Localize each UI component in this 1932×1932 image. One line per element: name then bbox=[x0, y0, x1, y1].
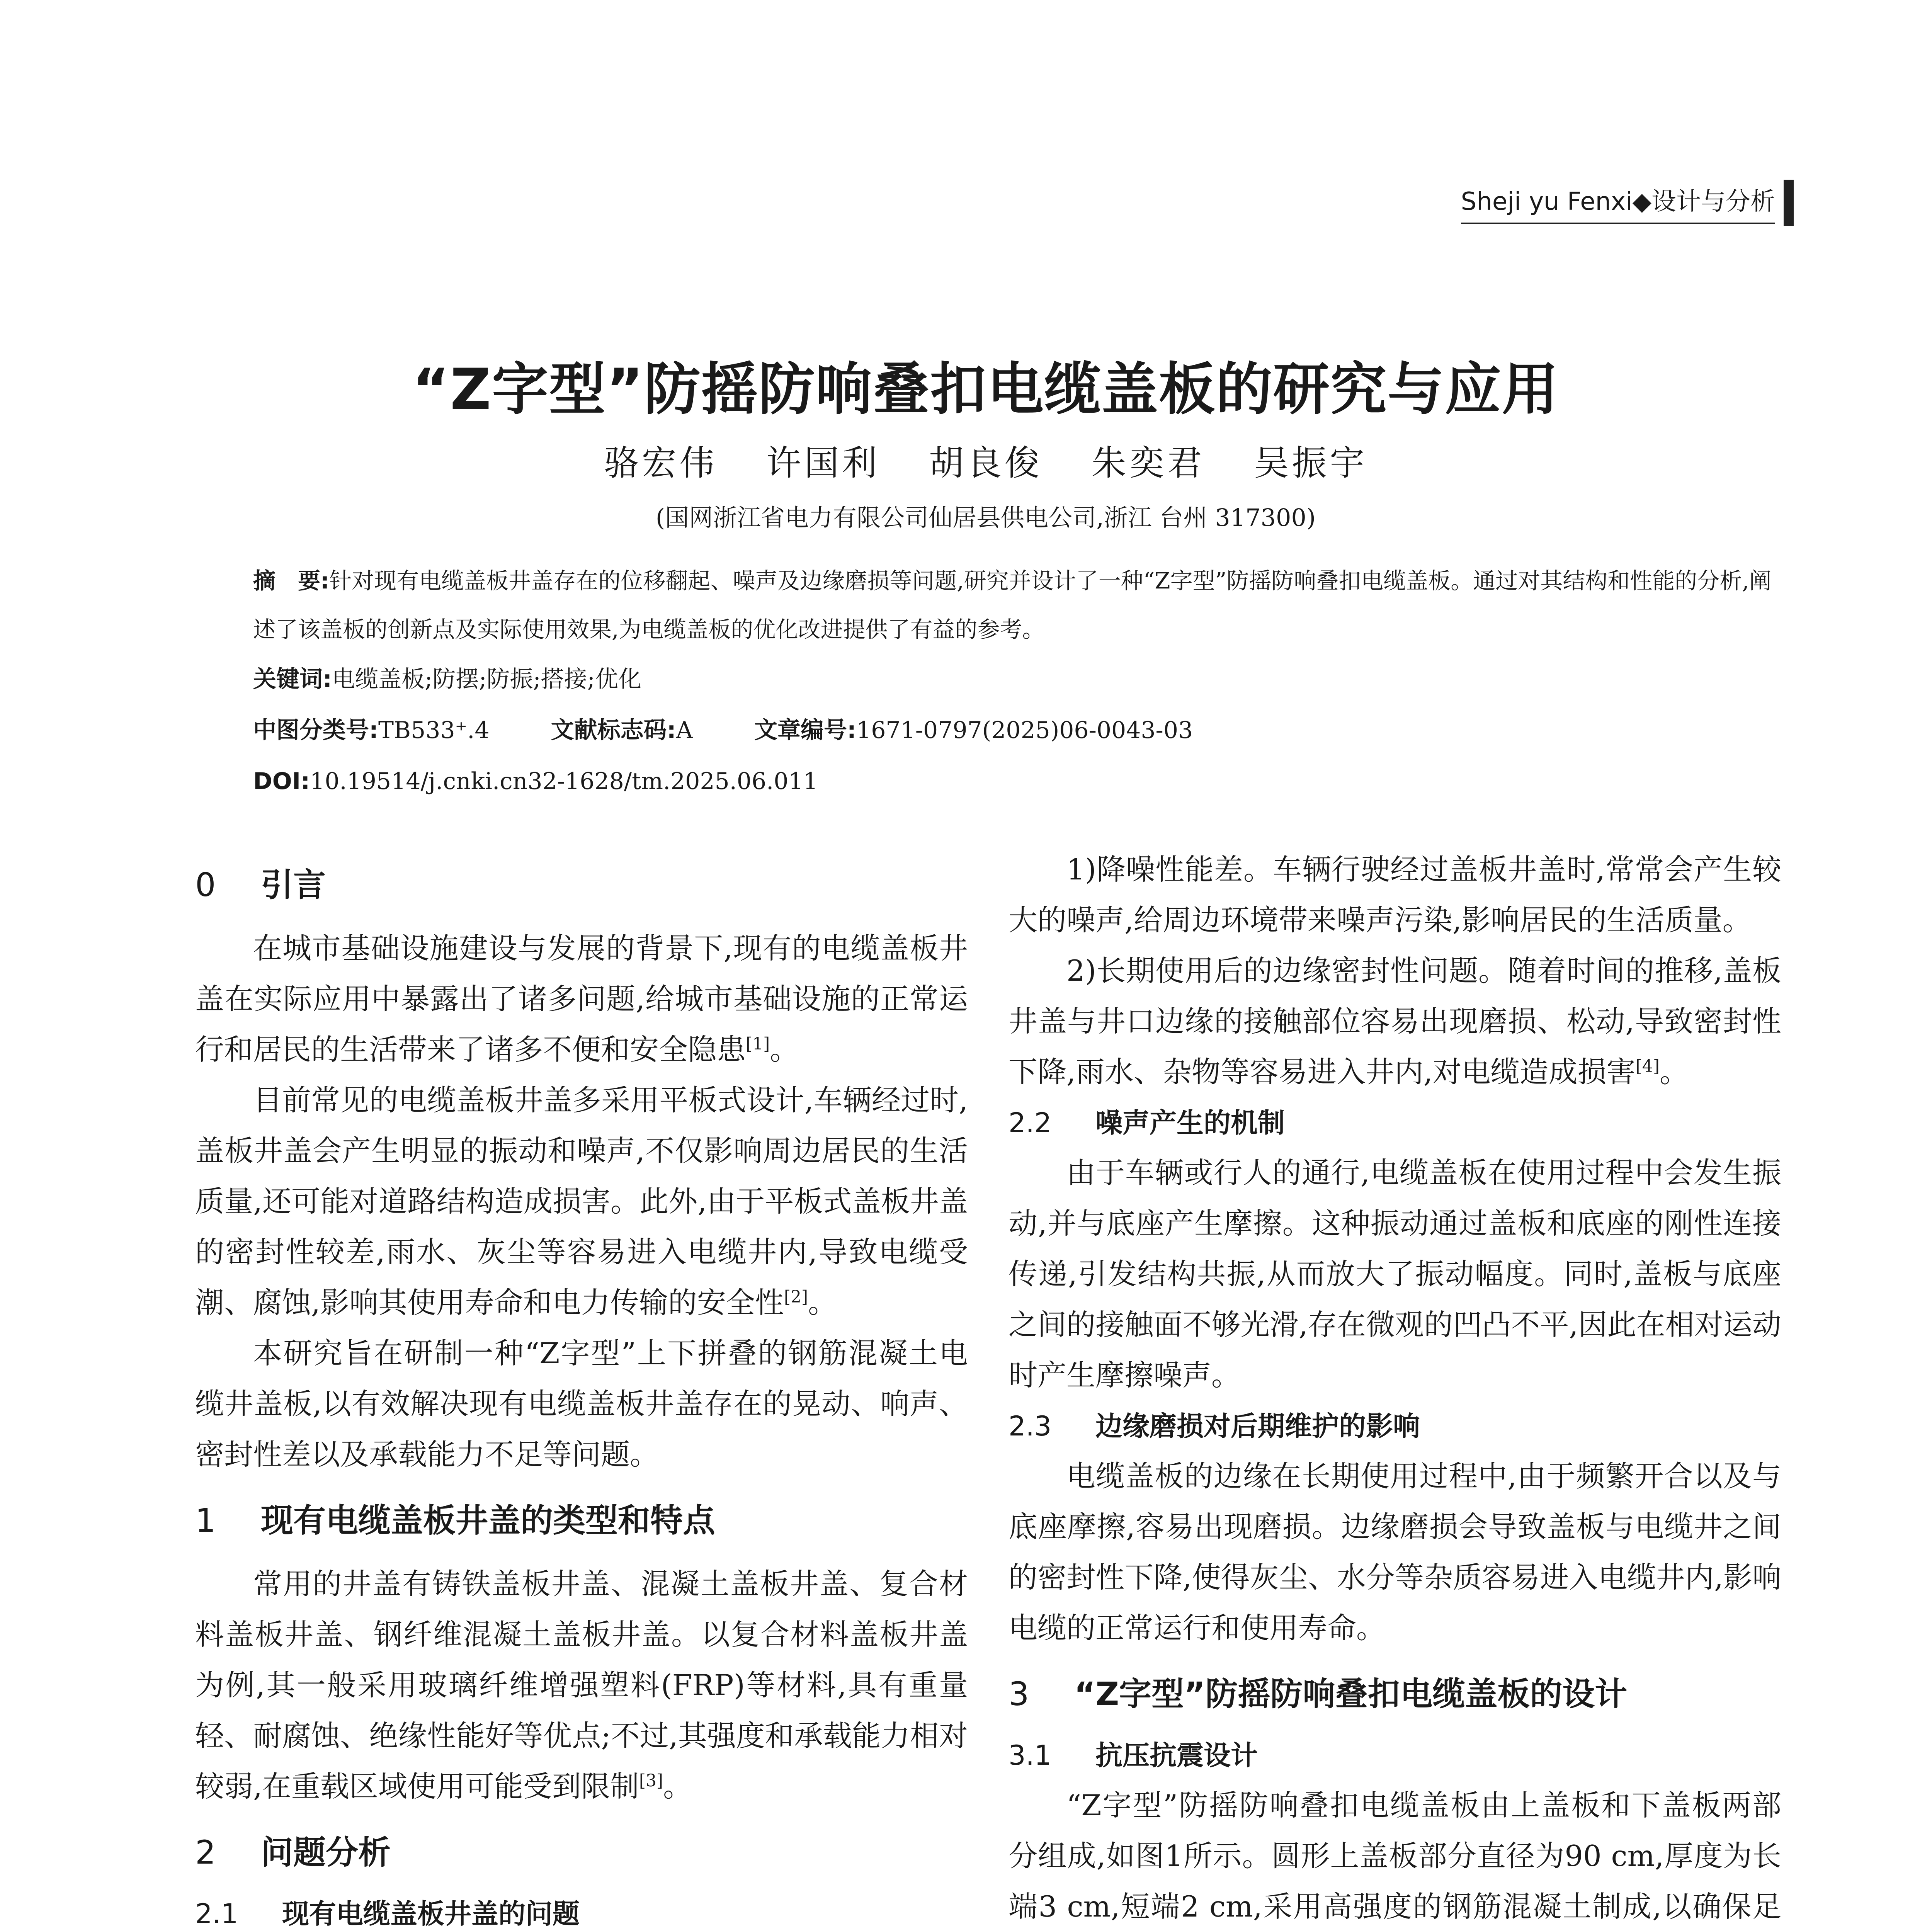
subsection-heading-3-1: 3.1 抗压抗震设计 bbox=[1009, 1740, 1258, 1771]
clc-value: TB533⁺.4 bbox=[378, 717, 490, 744]
paragraph: 常用的井盖有铸铁盖板井盖、混凝土盖板井盖、复合材料盖板井盖、钢纤维混凝土盖板井盖。以复合材料盖板井盖为例,其一般采用玻璃纤维增强塑料(FRP)等材料,具有重量轻、耐腐蚀、绝缘性能好等优点;不过,其强度和承载能力相对较弱,在重载区域使用可能受到限制[3]。 bbox=[195, 1567, 968, 1803]
article-no-label: 文章编号: bbox=[754, 717, 857, 744]
paragraph: 目前常见的电缆盖板井盖多采用平板式设计,车辆经过时,盖板井盖会产生明显的振动和噪声,不仅影响周边居民的生活质量,还可能对道路结构造成损害。此外,由于平板式盖板井盖的密封性较差,雨水、灰尘等容易进入电缆井内,导致电缆受潮、腐蚀,影响其使用寿命和电力传输的安全性[2]。 bbox=[195, 1083, 968, 1320]
running-title: Sheji yu Fenxi◆设计与分析 bbox=[1461, 182, 1775, 224]
clc-label: 中图分类号: bbox=[253, 717, 378, 744]
doi-value: 10.19514/j.cnki.cn32-1628/tm.2025.06.011 bbox=[310, 768, 818, 795]
author-list: 骆宏伟 许国利 胡良俊 朱奕君 吴振宇 bbox=[604, 443, 1368, 483]
paragraph: 电缆盖板的边缘在长期使用过程中,由于频繁开合以及与底座摩擦,容易出现磨损。边缘磨损会导致盖板与电缆井之间的密封性下降,使得灰尘、水分等杂质容易进入电缆井内,影响电缆的正常运行和使用寿命。 bbox=[1009, 1459, 1781, 1645]
section-heading-2: 2 问题分析 bbox=[195, 1833, 391, 1871]
subsection-heading-2-1: 2.1 现有电缆盖板井盖的问题 bbox=[195, 1898, 580, 1930]
doc-code-label: 文献标志码: bbox=[551, 717, 676, 744]
right-column bbox=[1009, 844, 1781, 1932]
subsection-heading-2-3: 2.3 边缘磨损对后期维护的影响 bbox=[1009, 1410, 1420, 1442]
paper-title: “Z字型”防摇防响叠扣电缆盖板的研究与应用 bbox=[412, 357, 1559, 422]
abstract-text: 针对现有电缆盖板井盖存在的位移翻起、噪声及边缘磨损等问题,研究并设计了一种“Z字型”防摇防响叠扣电缆盖板。通过对其结构和性能的分析,阐述了该盖板的创新点及实际使用效果,为电缆盖板的优化改进提供了有益的参考。 bbox=[253, 568, 1772, 643]
citation-ref: [3] bbox=[639, 1771, 663, 1791]
paragraph: 由于车辆或行人的通行,电缆盖板在使用过程中会发生振动,并与底座产生摩擦。这种振动通过盖板和底座的刚性连接传递,引发结构共振,从而放大了振动幅度。同时,盖板与底座之间的接触面不够光滑,存在微观的凹凸不平,因此在相对运动时产生摩擦噪声。 bbox=[1009, 1156, 1781, 1392]
classification-line bbox=[195, 705, 1783, 756]
paragraph: 2)长期使用后的边缘密封性问题。随着时间的推移,盖板井盖与井口边缘的接触部位容易出现磨损、松动,导致密封性下降,雨水、杂物等容易进入井内,对电缆造成损害[4]。 bbox=[1009, 954, 1781, 1089]
running-header bbox=[1461, 176, 1794, 230]
keywords-line bbox=[195, 654, 1783, 705]
abstract bbox=[195, 556, 1783, 654]
abstract-label: 摘 要: bbox=[253, 568, 330, 594]
article-no-value: 1671-0797(2025)06-0043-03 bbox=[856, 717, 1193, 744]
keywords-text: 电缆盖板;防摆;防振;搭接;优化 bbox=[332, 666, 641, 693]
keywords-label: 关键词: bbox=[253, 666, 332, 693]
header-bar-decoration bbox=[1784, 180, 1794, 226]
section-heading-1: 1 现有电缆盖板井盖的类型和特点 bbox=[195, 1502, 716, 1539]
paragraph: 本研究旨在研制一种“Z字型”上下拼叠的钢筋混凝土电缆井盖板,以有效解决现有电缆盖板井盖存在的晃动、响声、密封性差以及承载能力不足等问题。 bbox=[195, 1336, 968, 1471]
subsection-heading-2-2: 2.2 噪声产生的机制 bbox=[1009, 1107, 1285, 1139]
section-heading-3: 3 “Z字型”防摇防响叠扣电缆盖板的设计 bbox=[1009, 1675, 1628, 1713]
paragraph: “Z字型”防摇防响叠扣电缆盖板由上盖板和下盖板两部分组成,如图1所示。圆形上盖板部分直径为90 cm,厚度为长端3 cm,短端2 cm,采用高强度的钢筋混凝土制成,以确保足 bbox=[1009, 1788, 1781, 1923]
paragraph: 1)降噪性能差。车辆行驶经过盖板井盖时,常常会产生较大的噪声,给周边环境带来噪声污染,影响居民的生活质量。 bbox=[1009, 852, 1781, 937]
citation-ref: [4] bbox=[1635, 1056, 1660, 1076]
doi-line bbox=[195, 756, 1783, 807]
doc-code-value: A bbox=[676, 717, 693, 744]
citation-ref: [2] bbox=[784, 1287, 808, 1307]
left-column bbox=[195, 844, 968, 1932]
citation-ref: [1] bbox=[746, 1034, 770, 1054]
abstract-block bbox=[195, 556, 1783, 807]
affiliation: (国网浙江省电力有限公司仙居县供电公司,浙江 台州 317300) bbox=[655, 503, 1316, 532]
paragraph: 在城市基础设施建设与发展的背景下,现有的电缆盖板井盖在实际应用中暴露出了诸多问题,给城市基础设施的正常运行和居民的生活带来了诸多不便和安全隐患[1]。 bbox=[195, 931, 968, 1066]
section-heading-0: 0 引言 bbox=[195, 866, 326, 904]
doi-label: DOI: bbox=[253, 768, 310, 795]
